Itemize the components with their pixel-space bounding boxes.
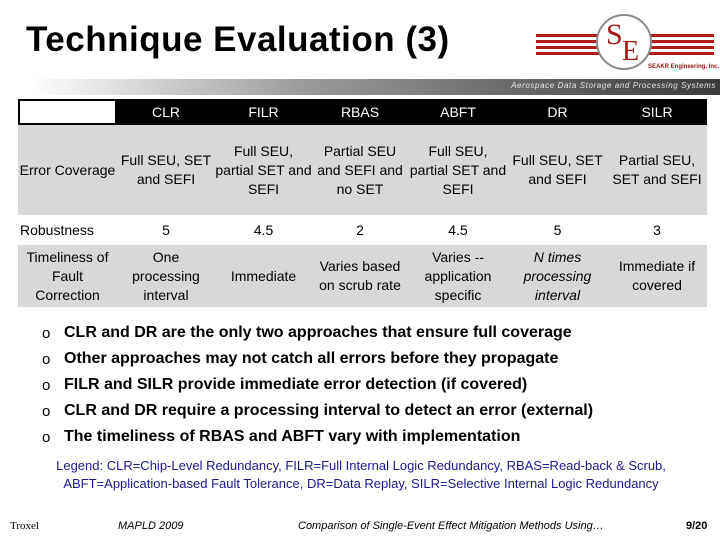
bullet-text: Other approaches may not catch all errors before they propagate [64,350,559,367]
legend-line-2: ABFT=Application-based Fault Tolerance, DR=Data Replay, SILR=Selective Internal Logic Redundancy [63,476,659,491]
bullet-text: FILR and SILR provide immediate error detection (if covered) [64,376,528,393]
table-row-error-coverage [18,125,707,215]
row-label-timeliness: Timeliness of Fault Correction [18,245,117,307]
column-header-dr: DR [508,99,607,125]
table-cell: 2 [312,215,408,245]
bullet-marker: o [42,376,51,394]
list-item [42,320,702,346]
bullet-text: CLR and DR are the only two approaches that ensure full coverage [64,324,572,341]
table-cell: Immediate [215,245,312,307]
banner-tagline: Aerospace Data Storage and Processing Systems [511,81,716,90]
logo-stripes-left [536,34,600,58]
table-cell: 3 [607,215,707,245]
table-cell: Full SEU, partial SET and SEFI [215,125,312,215]
column-header-abft: ABFT [408,99,508,125]
logo-stripes-right [648,34,714,58]
table-header-row [18,99,707,125]
bullet-list [42,320,702,450]
row-label-robustness: Robustness [18,215,117,245]
bullet-marker: o [42,324,51,342]
table-cell: One processing interval [117,245,215,307]
list-item [42,424,702,450]
logo-letter-e: E [622,36,640,67]
footer-conference: MAPLD 2009 [118,520,184,532]
table-cell: Immediate if covered [607,245,707,307]
table-row-robustness [18,215,707,245]
bullet-text: CLR and DR require a processing interval to detect an error (external) [64,402,594,419]
bullet-marker: o [42,402,51,420]
slide-title: Technique Evaluation (3) [26,20,450,59]
bullet-marker: o [42,428,51,446]
footer-author: Troxel [10,520,39,532]
table-cell: 5 [508,215,607,245]
page-number: 9/20 [686,520,708,532]
bullet-text: The timeliness of RBAS and ABFT vary with implementation [64,428,521,445]
list-item [42,372,702,398]
legend [10,457,712,493]
table-cell: 4.5 [408,215,508,245]
table-cell: Full SEU, SET and SEFI [508,125,607,215]
table-corner-cell [18,99,117,125]
bullet-marker: o [42,350,51,368]
column-header-filr: FILR [215,99,312,125]
table-cell: Full SEU, SET and SEFI [117,125,215,215]
logo-company-name: SEAKR Engineering, Inc. [648,64,720,70]
table-cell: Full SEU, partial SET and SEFI [408,125,508,215]
table-cell: Varies based on scrub rate [312,245,408,307]
column-header-silr: SILR [607,99,707,125]
table-cell: Varies -- application specific [408,245,508,307]
column-header-rbas: RBAS [312,99,408,125]
company-logo [536,8,720,82]
logo-letter-s: S [606,18,623,51]
evaluation-table [18,99,707,307]
row-label-error-coverage: Error Coverage [18,125,117,215]
table-cell: N times processing interval [508,245,607,307]
list-item [42,346,702,372]
table-cell: Partial SEU, SET and SEFI [607,125,707,215]
footer-title: Comparison of Single-Event Effect Mitigation Methods Using… [298,520,604,532]
table-cell: Partial SEU and SEFI and no SET [312,125,408,215]
list-item [42,398,702,424]
table-cell: 4.5 [215,215,312,245]
header-banner [30,79,720,95]
legend-line-1: Legend: CLR=Chip-Level Redundancy, FILR=Full Internal Logic Redundancy, RBAS=Read-back & Scrub, [56,458,666,473]
table-row-timeliness [18,245,707,307]
table-cell: 5 [117,215,215,245]
column-header-clr: CLR [117,99,215,125]
